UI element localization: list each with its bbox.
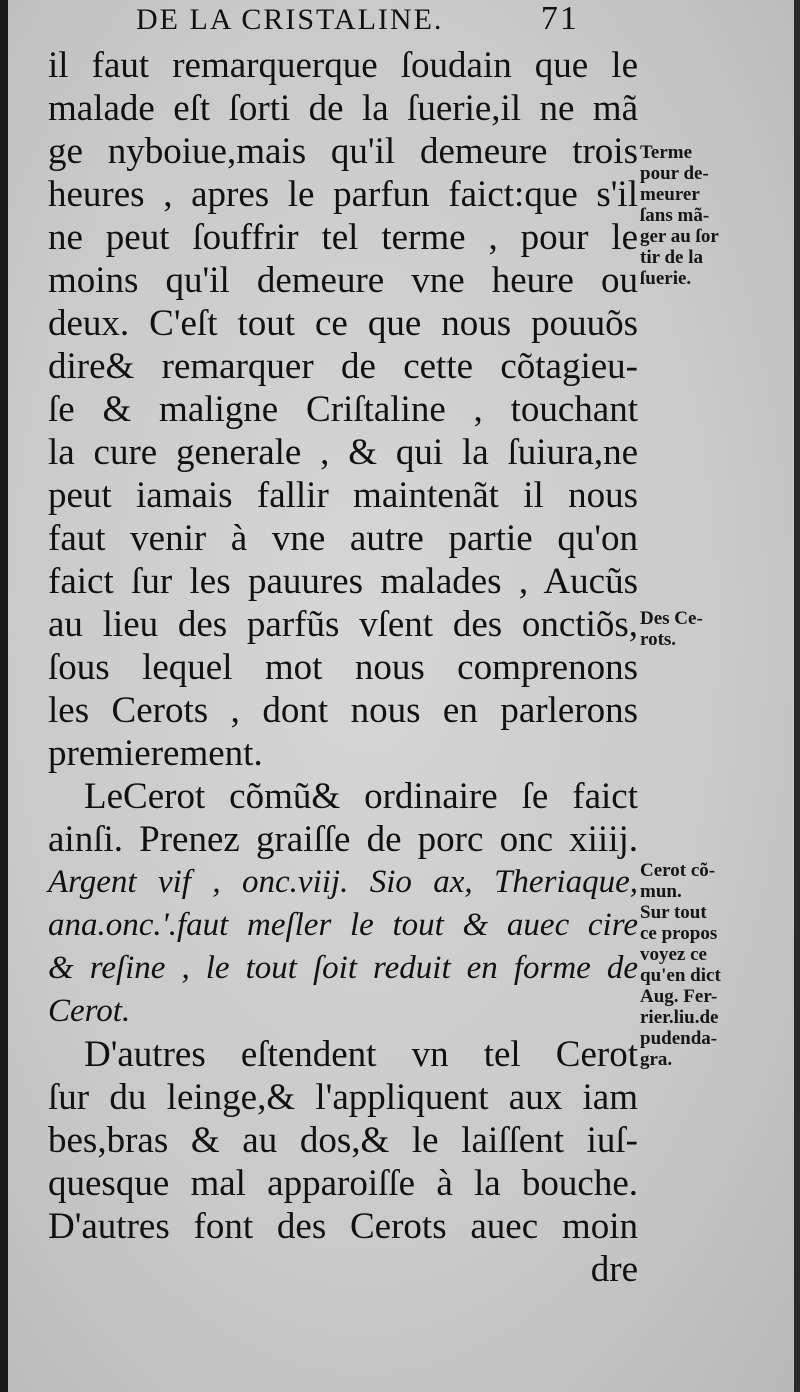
margin-note-line: Des Ce- <box>640 608 703 629</box>
text-line: faut venir à vne autre partie qu'on <box>48 518 638 559</box>
margin-note-line: tir de la <box>640 247 703 268</box>
recipe-line: ana.onc.'.faut meſler le tout & auec cire <box>48 907 638 943</box>
recipe-line: & reſine , le tout ſoit reduit en forme de <box>48 950 638 986</box>
margin-note-line: meurer <box>640 184 700 205</box>
text-line: au lieu des parfũs vſent des onctiõs, <box>48 604 638 645</box>
book-page <box>8 0 800 1392</box>
margin-note-line: pour de- <box>640 163 709 184</box>
text-line: quesque mal apparoiſſe à la bouche. <box>48 1163 638 1204</box>
margin-note-line: Aug. Fer- <box>640 986 718 1007</box>
text-line: ge nyboiue,mais qu'il demeure trois <box>48 131 638 172</box>
text-line: peut iamais fallir maintenãt il nous <box>48 475 638 516</box>
text-line: les Cerots , dont nous en parlerons <box>48 690 638 731</box>
margin-note-line: rier.liu.de <box>640 1007 719 1028</box>
text-line: faict ſur les pauures malades , Aucũs <box>48 561 638 602</box>
margin-note-line: voyez ce <box>640 944 707 965</box>
margin-note-line: Sur tout <box>640 902 707 923</box>
text-line: la cure generale , & qui la ſuiura,ne <box>48 432 638 473</box>
page-number: 71 <box>540 0 579 37</box>
margin-note-line: rots. <box>640 629 677 650</box>
margin-note-cerots <box>640 608 768 650</box>
text-line: dire& remarquer de cette cõtagieu- <box>48 346 638 387</box>
text-line: il faut remarquerque ſoudain que le <box>48 45 638 86</box>
page-edge <box>794 0 800 1392</box>
text-line: malade eſt ſorti de la ſuerie,il ne mã <box>48 88 638 129</box>
catchword: dre <box>590 1249 638 1290</box>
text-line: ſe & maligne Criſtaline , touchant <box>48 389 638 430</box>
text-line: ſous lequel mot nous comprenons <box>48 647 638 688</box>
text-line: ainſi. Prenez graiſſe de porc onc xiiij. <box>48 819 638 860</box>
text-line: ne peut ſouffrir tel terme , pour le <box>48 217 638 258</box>
margin-note-line: ſans mã- <box>640 205 710 226</box>
text-line: deux. C'eſt tout ce que nous pouuõs <box>48 303 638 344</box>
recipe-line: Cerot. <box>48 993 131 1029</box>
margin-note-line: qu'en dict <box>640 965 721 986</box>
text-line: D'autres font des Cerots auec moin <box>48 1206 638 1247</box>
margin-note-line: mun. <box>640 881 682 902</box>
running-header <box>136 0 579 40</box>
text-line: heures , apres le parfun faict:que s'il <box>48 174 638 215</box>
main-text-block <box>48 44 638 1291</box>
margin-note-line: Terme <box>640 142 693 163</box>
recipe-line: Argent vif , onc.viij. Sio ax, Theriaque, <box>48 864 638 900</box>
paragraph-start-line: D'autres eſtendent vn tel Cerot <box>84 1034 638 1075</box>
margin-note-terme <box>640 142 768 289</box>
margin-note-line: Cerot cõ- <box>640 860 716 881</box>
running-title: DE LA CRISTALINE. <box>136 3 444 36</box>
text-line: bes,bras & au dos,& le laiſſent iuſ- <box>48 1120 638 1161</box>
paragraph-start-line: LeCerot cõmũ& ordinaire ſe faict <box>84 776 638 817</box>
margin-note-line: ſuerie. <box>640 268 692 289</box>
text-line: premierement. <box>48 733 263 774</box>
margin-note-line: gra. <box>640 1049 673 1070</box>
text-line: ſur du leinge,& l'appliquent aux iam <box>48 1077 638 1118</box>
margin-note-line: ger au ſor <box>640 226 719 247</box>
text-line: moins qu'il demeure vne heure ou <box>48 260 638 301</box>
margin-note-line: ce propos <box>640 923 718 944</box>
margin-note-line: pudenda- <box>640 1028 718 1049</box>
margin-note-cerot-commun <box>640 860 768 1070</box>
